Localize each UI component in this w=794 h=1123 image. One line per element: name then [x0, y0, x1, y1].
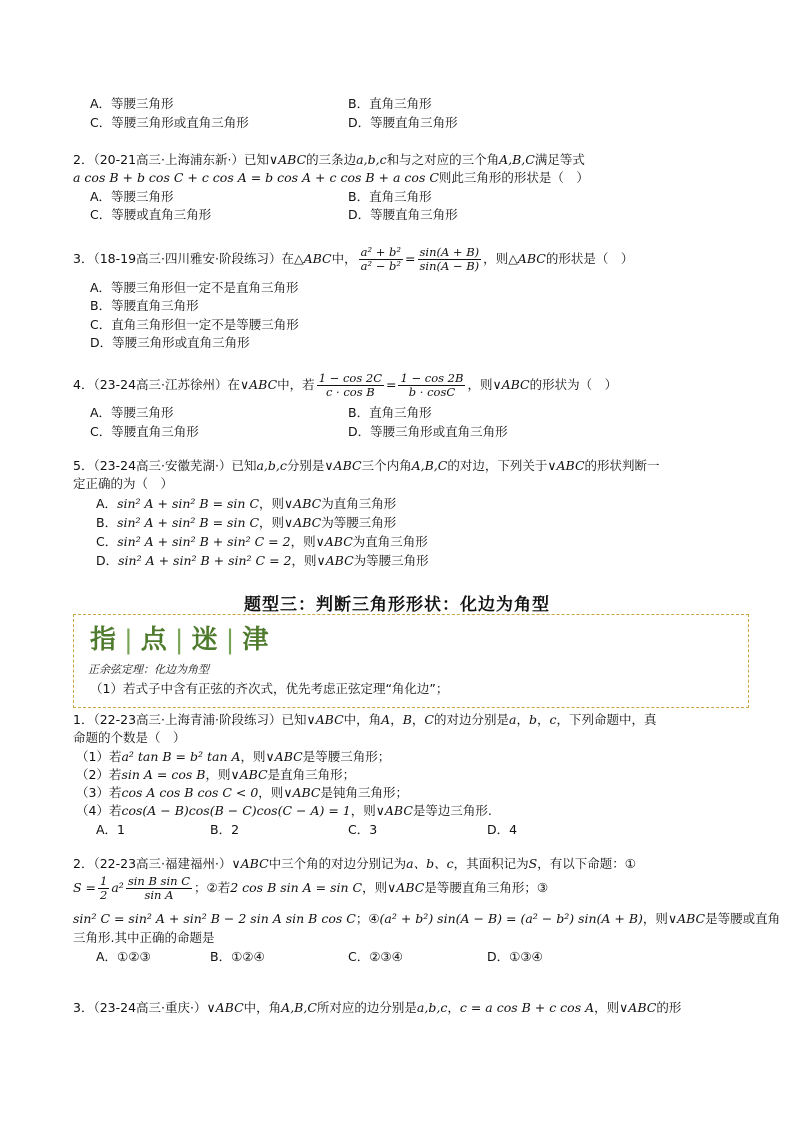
p1-option-b: B．2 [210, 822, 240, 837]
q5-option-c: C．sin² A + sin² B + sin² C = 2，则∨ABC为直角三角形 [96, 534, 428, 549]
p3-stem: 3．（23-24高三·重庆·）∨ABC中，角A,B,C所对应的边分别是a,b,c，c = a cos B + c cos A，则∨ABC的形 [73, 1000, 682, 1015]
p2-option-d: D．①③④ [487, 949, 543, 964]
p1-option-d: D．4 [487, 822, 518, 837]
p2-half-fraction: $\frac{1}{2}$ [100, 874, 108, 902]
q2-option-d: D．等腰直角三角形 [348, 207, 458, 222]
p1-stem-line2: 命题的个数是（ ） [73, 730, 186, 745]
q3-option-d: D．等腰三角形或直角三角形 [90, 335, 250, 350]
q3-option-b: B．等腰直角三角形 [90, 298, 199, 313]
p2-stem: 2．（22-23高三·福建福州·）∨ABC中三个角的对边分别记为a、b、c，其面积记为S，有以下命题：① [73, 856, 636, 871]
p2-line2: S = $\frac{1}{2}$ a² $\frac{\text{sin B sin C}}{\text{sin A}}$ ；②若2 cos B sin A = sin C，则∨ABC是等腰直角三角形；③ [73, 874, 549, 902]
q1-option-c: C．等腰三角形或直角三角形 [90, 115, 249, 130]
p1-item-4: （4）若cos(A − B)cos(B − C)cos(C − A) = 1，则∨ABC是等边三角形. [76, 803, 492, 818]
p2-sin-fraction: $\frac{\text{sin B sin C}}{\text{sin A}}$ [127, 874, 191, 902]
q4-option-d: D．等腰三角形或直角三角形 [348, 424, 508, 439]
q5-option-d: D．sin² A + sin² B + sin² C = 2，则∨ABC为等腰三角形 [96, 553, 429, 568]
q1-option-d: D．等腰直角三角形 [348, 115, 458, 130]
tip-title: 指 | 点 | 迷 | 津 [90, 625, 271, 655]
q2-option-b: B．直角三角形 [348, 189, 432, 204]
q4-fraction-left: $\frac{1 - \cos 2C}{\text{c · cos B}}$ [318, 371, 382, 399]
p2-line3: sin² C = sin² A + sin² B − 2 sin A sin B cos C；④(a² + b²) sin(A − B) = (a² − b²) sin(A + B)，则∨ABC是等腰或直角 [73, 911, 781, 926]
q3-option-a: A．等腰三角形但一定不是直角三角形 [90, 280, 299, 295]
q3-option-c: C．直角三角形但一定不是等腰三角形 [90, 317, 299, 332]
q4-fraction-right: $\frac{1 - \cos 2B}{b \cdot \cos C}$ [400, 371, 464, 399]
p2-option-a: A．①②③ [96, 949, 151, 964]
q5-option-b: B．sin² A + sin² B = sin C，则∨ABC为等腰三角形 [96, 515, 397, 530]
q3-fraction-left: $\frac{\text{a² + b²}}{\text{a² − b²}}$ [360, 245, 402, 273]
q4-option-b: B．直角三角形 [348, 405, 432, 420]
p2-option-c: C．②③④ [348, 949, 403, 964]
p1-item-2: （2）若sin A = cos B，则∨ABC是直角三角形； [76, 767, 356, 782]
q4-option-a: A．等腰三角形 [90, 405, 174, 420]
q2-option-a: A．等腰三角形 [90, 189, 174, 204]
q5-option-a: A．sin² A + sin² B = sin C，则∨ABC为直角三角形 [96, 496, 397, 511]
tip-subtitle: 正余弦定理：化边为角型 [88, 663, 209, 676]
section-heading: 题型三：判断三角形形状：化边为角型 [244, 595, 550, 615]
q1-option-b: B．直角三角形 [348, 96, 432, 111]
p1-item-1: （1）若a² tan B = b² tan A，则∨ABC是等腰三角形； [76, 749, 391, 764]
q4-stem: 4．（23-24高三·江苏徐州）在∨ABC中，若 $\frac{1 - \cos 2C}{\text{c · cos B}}$ = $\frac{1 - \cos 2B}{b \cdot \cos C}$ ，则∨ABC的形状为（ ） [73, 371, 618, 399]
q2-option-c: C．等腰或直角三角形 [90, 207, 212, 222]
p1-stem: 1．（22-23高三·上海青浦·阶段练习）已知∨ABC中，角A，B，C的对边分别是a，b，c，下列命题中，真 [73, 712, 657, 727]
p1-option-a: A．1 [96, 822, 126, 837]
q1-option-a: A．等腰三角形 [90, 96, 174, 111]
q2-stem: 2．（20-21高三·上海浦东新·）已知∨ABC的三条边a,b,c和与之对应的三个角A,B,C满足等式 [73, 152, 585, 167]
q2-equation: a cos B + b cos C + c cos A = b cos A + c cos B + a cos C则此三角形的形状是（ ） [73, 170, 589, 185]
q3-fraction-right: $\frac{\sin(A + B)}{\sin(A - B)}$ [419, 245, 480, 273]
q3-stem: 3．（18-19高三·四川雅安·阶段练习）在△ABC中， $\frac{\text{a² + b²}}{\text{a² − b²}}$ = $\frac{\sin(A + B)}{\sin(A - B)}$ ，则△ABC的形状是（ ） [73, 245, 634, 273]
p1-item-3: （3）若cos A cos B cos C < 0，则∨ABC是钝角三角形； [76, 785, 408, 800]
q5-stem-line2: 定正确的为（ ） [73, 476, 174, 491]
q5-stem: 5．（23-24高三·安徽芜湖·）已知a,b,c分别是∨ABC三个内角A,B,C的对边，下列关于∨ABC的形状判断一 [73, 458, 660, 473]
p2-line4: 三角形.其中正确的命题是 [73, 930, 215, 945]
tip-text: （1）若式子中含有正弦的齐次式，优先考虑正弦定理“角化边”； [90, 681, 449, 696]
tip-box [73, 614, 749, 708]
q4-option-c: C．等腰直角三角形 [90, 424, 199, 439]
p1-option-c: C．3 [348, 822, 378, 837]
p2-option-b: B．①②④ [210, 949, 265, 964]
